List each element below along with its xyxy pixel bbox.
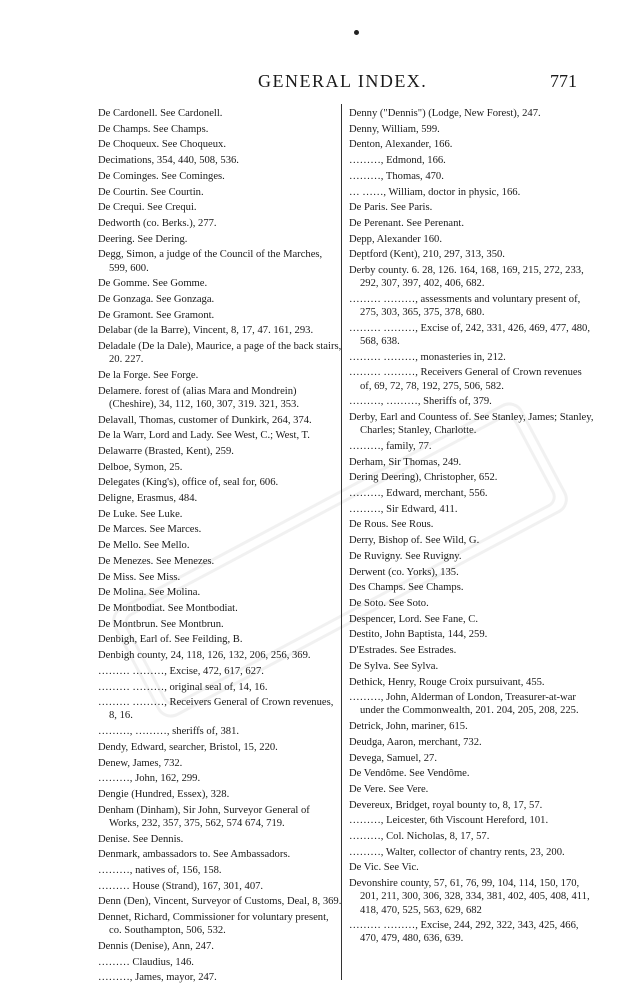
index-entry: ………, John, Alderman of London, Treasurer-at-war under the Commonwealth, 201. 204, 205, 208, 225. bbox=[349, 692, 579, 717]
index-entry: ………, Col. Nicholas, 8, 17, 57. bbox=[349, 831, 490, 843]
index-column-right bbox=[349, 107, 595, 948]
index-entry: ………, Sir Edward, 411. bbox=[349, 503, 458, 515]
index-entry: Denbigh county, 24, 118, 126, 132, 206, 256, 369. bbox=[98, 650, 311, 662]
index-entry: Deering. See Dering. bbox=[98, 233, 188, 245]
running-title: GENERAL INDEX. bbox=[258, 71, 428, 91]
index-column-left bbox=[98, 107, 342, 987]
index-entry: De Montbrun. See Montbrun. bbox=[98, 618, 224, 630]
index-entry: Depp, Alexander 160. bbox=[349, 233, 442, 245]
index-entry: Deligne, Erasmus, 484. bbox=[98, 493, 198, 505]
index-entry: Decimations, 354, 440, 508, 536. bbox=[98, 155, 239, 167]
index-entry: Delawarre (Brasted, Kent), 259. bbox=[98, 445, 234, 457]
index-entry: D'Estrades. See Estrades. bbox=[349, 645, 457, 657]
index-entry: De Courtin. See Courtin. bbox=[98, 186, 204, 198]
page-number: 771 bbox=[550, 71, 577, 91]
index-entry: Denmark, ambassadors to. See Ambassadors. bbox=[98, 849, 291, 861]
index-entry: Detrick, John, mariner, 615. bbox=[349, 721, 468, 733]
index-entry: De Gonzaga. See Gonzaga. bbox=[98, 293, 215, 305]
index-entry: Delegates (King's), office of, seal for, 606. bbox=[98, 477, 279, 489]
index-entry: De Menezes. See Menezes. bbox=[98, 555, 215, 567]
index-entry: De Vic. See Vic. bbox=[349, 862, 419, 874]
index-entry: Deudga, Aaron, merchant, 732. bbox=[349, 736, 482, 748]
index-entry: De Montbodiat. See Montbodiat. bbox=[98, 603, 238, 614]
index-entry: ………, John, 162, 299. bbox=[98, 773, 201, 785]
index-entry: Degg, Simon, a judge of the Council of the Marches, 599, 600. bbox=[98, 249, 323, 274]
index-entry: De Sylva. See Sylva. bbox=[349, 660, 439, 672]
index-entry: De Cardonell. See Cardonell. bbox=[98, 108, 223, 119]
index-entry: De Rous. See Rous. bbox=[349, 519, 434, 531]
index-entry: Denise. See Dennis. bbox=[98, 833, 184, 845]
index-entry: Despencer, Lord. See Fane, C. bbox=[349, 613, 479, 625]
index-entry: Delboe, Symon, 25. bbox=[98, 461, 183, 473]
index-entry: Derby county. 6. 28, 126. 164, 168, 169, 215, 272, 233, 292, 307, 397, 402, 406, 682. bbox=[349, 265, 584, 290]
index-entry: Dethick, Henry, Rouge Croix pursuivant, 455. bbox=[349, 676, 545, 688]
index-entry: ……… ………, original seal of, 14, 16. bbox=[98, 681, 268, 693]
index-entry: De Crequi. See Crequi. bbox=[98, 202, 197, 214]
index-entry: De Choqueux. See Choqueux. bbox=[98, 139, 226, 151]
index-entry: ………, James, mayor, 247. bbox=[98, 972, 217, 984]
index-entry: Dengie (Hundred, Essex), 328. bbox=[98, 788, 230, 800]
index-entry: De la Warr, Lord and Lady. See West, C.; West, T. bbox=[98, 430, 310, 442]
index-entry: Delabar (de la Barre), Vincent, 8, 17, 47. 161, 293. bbox=[98, 325, 314, 337]
index-entry: ………, ………, sheriffs of, 381. bbox=[98, 726, 240, 738]
index-entry: De Marces. See Marces. bbox=[98, 524, 202, 536]
index-entry: Devereux, Bridget, royal bounty to, 8, 17, 57. bbox=[349, 799, 543, 811]
index-entry: Denton, Alexander, 166. bbox=[349, 139, 453, 151]
index-entry: Denny ("Dennis") (Lodge, New Forest), 247. bbox=[349, 108, 541, 119]
index-entry: Dennet, Richard, Commissioner for voluntary present, co. Southampton, 506, 532. bbox=[98, 912, 329, 937]
index-entry: De Cominges. See Cominges. bbox=[98, 170, 225, 182]
index-entry: Derby, Earl and Countess of. See Stanley, James; Stanley, Charles; Stanley, Charlotte. bbox=[349, 412, 594, 437]
index-entry: Delamere. forest of (alias Mara and Mondrein) (Cheshire), 34, 112, 160, 307, 319. 321, 353. bbox=[98, 385, 299, 410]
index-entry: De Soto. See Soto. bbox=[349, 598, 429, 609]
index-entry: Denny, William, 599. bbox=[349, 123, 440, 135]
index-entry: De Champs. See Champs. bbox=[98, 123, 209, 135]
index-entry: ………, family, 77. bbox=[349, 440, 432, 452]
index-entry: De Luke. See Luke. bbox=[98, 508, 183, 520]
index-entry: Devonshire county, 57, 61, 76, 99, 104, 114, 150, 170, 201, 211, 300, 306, 328, 334, 381, 402, 405, 408, 411, 418, 470, 525, 563, 629, 682 bbox=[349, 878, 590, 916]
index-entry: De Paris. See Paris. bbox=[349, 202, 433, 214]
index-entry: De Gomme. See Gomme. bbox=[98, 278, 208, 290]
index-entry: Denham (Dinham), Sir John, Surveyor General of Works, 232, 357, 375, 562, 574 674, 719. bbox=[98, 804, 310, 829]
index-entry: De Vere. See Vere. bbox=[349, 783, 429, 795]
index-entry: Deladale (De la Dale), Maurice, a page of the back stairs, 20. 227. bbox=[98, 341, 342, 366]
index-entry: ……… Claudius, 146. bbox=[98, 956, 194, 968]
index-entry: Dedworth (co. Berks.), 277. bbox=[98, 217, 217, 229]
index-entry: … ……, William, doctor in physic, 166. bbox=[349, 186, 521, 198]
index-entry: Denbigh, Earl of. See Feilding, B. bbox=[98, 634, 243, 646]
index-entry: Dering Deering), Christopher, 652. bbox=[349, 472, 498, 484]
index-entry: Derry, Bishop of. See Wild, G. bbox=[349, 535, 480, 547]
index-entry: Derwent (co. Yorks), 135. bbox=[349, 566, 459, 578]
index-entry: ……… House (Strand), 167, 301, 407. bbox=[98, 880, 264, 892]
index-entry: Dendy, Edward, searcher, Bristol, 15, 220. bbox=[98, 741, 278, 753]
index-entry: De Ruvigny. See Ruvigny. bbox=[349, 550, 462, 562]
index-entry: ……… ………, Receivers General of Crown revenues, 8, 16. bbox=[98, 697, 334, 722]
index-entry: ……… ………, assessments and voluntary present of, 275, 303, 365, 375, 378, 680. bbox=[349, 293, 581, 319]
index-entry: Deptford (Kent), 210, 297, 313, 350. bbox=[349, 249, 505, 261]
page-header bbox=[0, 71, 631, 95]
index-entry: De Molina. See Molina. bbox=[98, 587, 201, 599]
index-entry: ……… ………, Excise, 472, 617, 627. bbox=[98, 665, 264, 677]
index-entry: Des Champs. See Champs. bbox=[349, 582, 464, 594]
index-entry: ……… ………, Excise, 244, 292, 322, 343, 425, 466, 470, 479, 480, 636, 639. bbox=[349, 920, 579, 945]
index-entry: ……… ………, Receivers General of Crown revenues of, 69, 72, 78, 192, 275, 506, 582. bbox=[349, 367, 582, 392]
index-entry: Dennis (Denise), Ann, 247. bbox=[98, 940, 214, 952]
index-entry: ………, ………, Sheriffs of, 379. bbox=[349, 396, 492, 408]
index-entry: De la Forge. See Forge. bbox=[98, 369, 199, 381]
index-entry: ………, Edward, merchant, 556. bbox=[349, 488, 488, 500]
index-entry: ………, Edmond, 166. bbox=[349, 155, 446, 167]
index-entry: ……… ………, monasteries in, 212. bbox=[349, 351, 506, 363]
index-entry: Delavall, Thomas, customer of Dunkirk, 264, 374. bbox=[98, 414, 312, 426]
index-entry: De Gramont. See Gramont. bbox=[98, 309, 215, 321]
index-entry: ……… ………, Excise of, 242, 331, 426, 469, 477, 480, 568, 638. bbox=[349, 322, 590, 348]
index-entry: De Vendôme. See Vendôme. bbox=[349, 768, 470, 780]
index-entry: ………, natives of, 156, 158. bbox=[98, 864, 222, 876]
index-entry: Derham, Sir Thomas, 249. bbox=[349, 456, 462, 468]
index-entry: Denew, James, 732. bbox=[98, 757, 183, 769]
index-entry: Devega, Samuel, 27. bbox=[349, 752, 437, 764]
index-entry: ………, Leicester, 6th Viscount Hereford, 101. bbox=[349, 815, 549, 827]
index-entry: De Mello. See Mello. bbox=[98, 540, 190, 552]
index-entry: Destito, John Baptista, 144, 259. bbox=[349, 629, 488, 641]
index-entry: Denn (Den), Vincent, Surveyor of Customs, Deal, 8, 369. bbox=[98, 896, 342, 908]
index-entry: ………, Thomas, 470. bbox=[349, 170, 444, 182]
index-entry: De Miss. See Miss. bbox=[98, 571, 181, 583]
ink-dot bbox=[354, 30, 359, 35]
index-entry: De Perenant. See Perenant. bbox=[349, 217, 465, 229]
index-entry: ………, Walter, collector of chantry rents, 23, 200. bbox=[349, 846, 565, 858]
